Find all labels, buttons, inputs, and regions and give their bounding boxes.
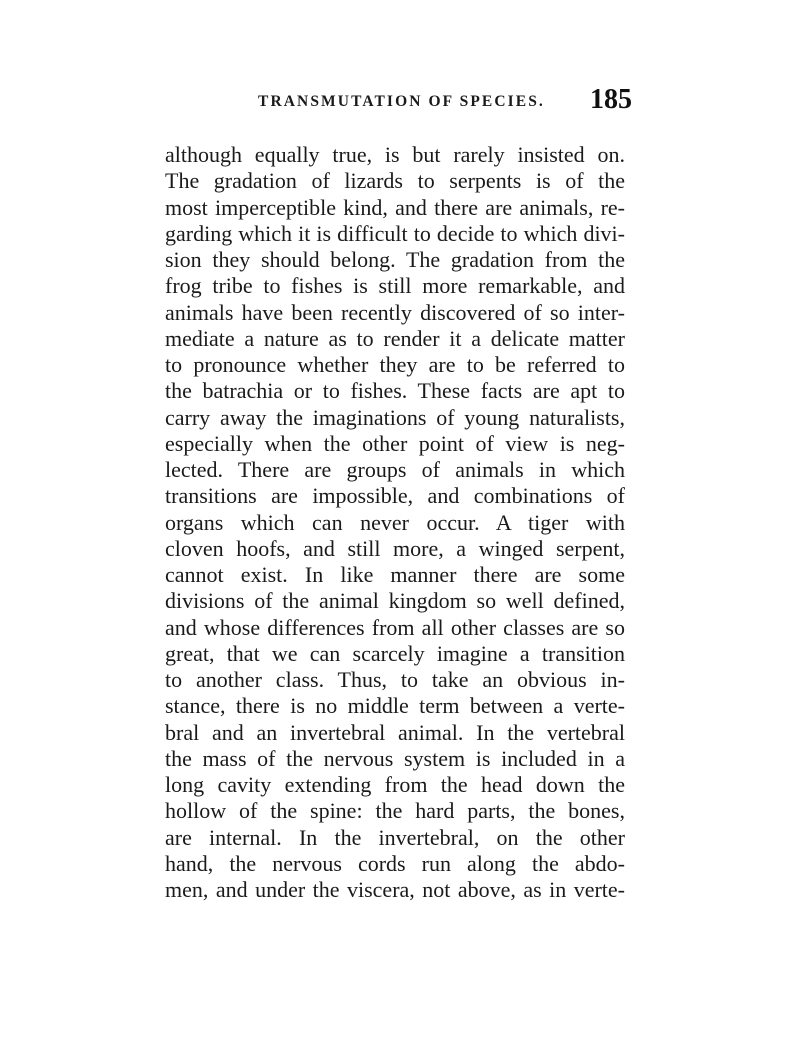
text-line: hand, the nervous cords run along the abdo- [165,850,625,876]
text-line: bral and an invertebral animal. In the vertebral [165,719,625,745]
text-line: hollow of the spine: the hard parts, the bones, [165,798,625,824]
text-line: men, and under the viscera, not above, as in verte- [165,877,625,902]
text-line: stance, there is no middle term between a verte- [165,693,625,719]
text-line: especially when the other point of view is neg- [165,430,625,456]
text-line: transitions are impossible, and combinations of [165,483,625,509]
text-line: to another class. Thus, to take an obvious in- [165,667,625,692]
text-line: cannot exist. In like manner there are some [165,562,625,587]
page-number: 185 [590,84,632,115]
text-line: carry away the imaginations of young naturalists, [165,404,625,430]
text-line: are internal. In the invertebral, on the other [165,824,625,850]
text-line: mediate a nature as to render it a delicate matter [165,325,625,351]
text-line: long cavity extending from the head down the [165,772,625,797]
text-line: and whose differences from all other classes are so [165,614,625,640]
text-line: the mass of the nervous system is included in a [165,745,625,771]
text-line: the batrachia or to fishes. These facts are apt to [165,378,625,404]
text-line: lected. There are groups of animals in which [165,457,625,482]
text-line: cloven hoofs, and still more, a winged serpent, [165,535,625,561]
text-line: great, that we can scarcely imagine a transition [165,640,625,666]
text-line: frog tribe to fishes is still more remarkable, and [165,273,625,299]
text-line: sion they should belong. The gradation from the [165,247,625,272]
text-line: garding which it is difficult to decide to which divi- [165,220,625,246]
text-line: although equally true, is but rarely insisted on. [165,142,625,167]
text-line: animals have been recently discovered of so inter- [165,299,625,325]
text-line: divisions of the animal kingdom so well defined, [165,588,625,614]
text-line: The gradation of lizards to serpents is of the [165,168,625,194]
body-text [165,142,625,903]
text-line: to pronounce whether they are to be referred to [165,352,625,377]
text-line: most imperceptible kind, and there are animals, re- [165,194,625,220]
text-line: organs which can never occur. A tiger with [165,509,625,535]
running-head-title: TRANSMUTATION OF SPECIES. [258,93,545,110]
